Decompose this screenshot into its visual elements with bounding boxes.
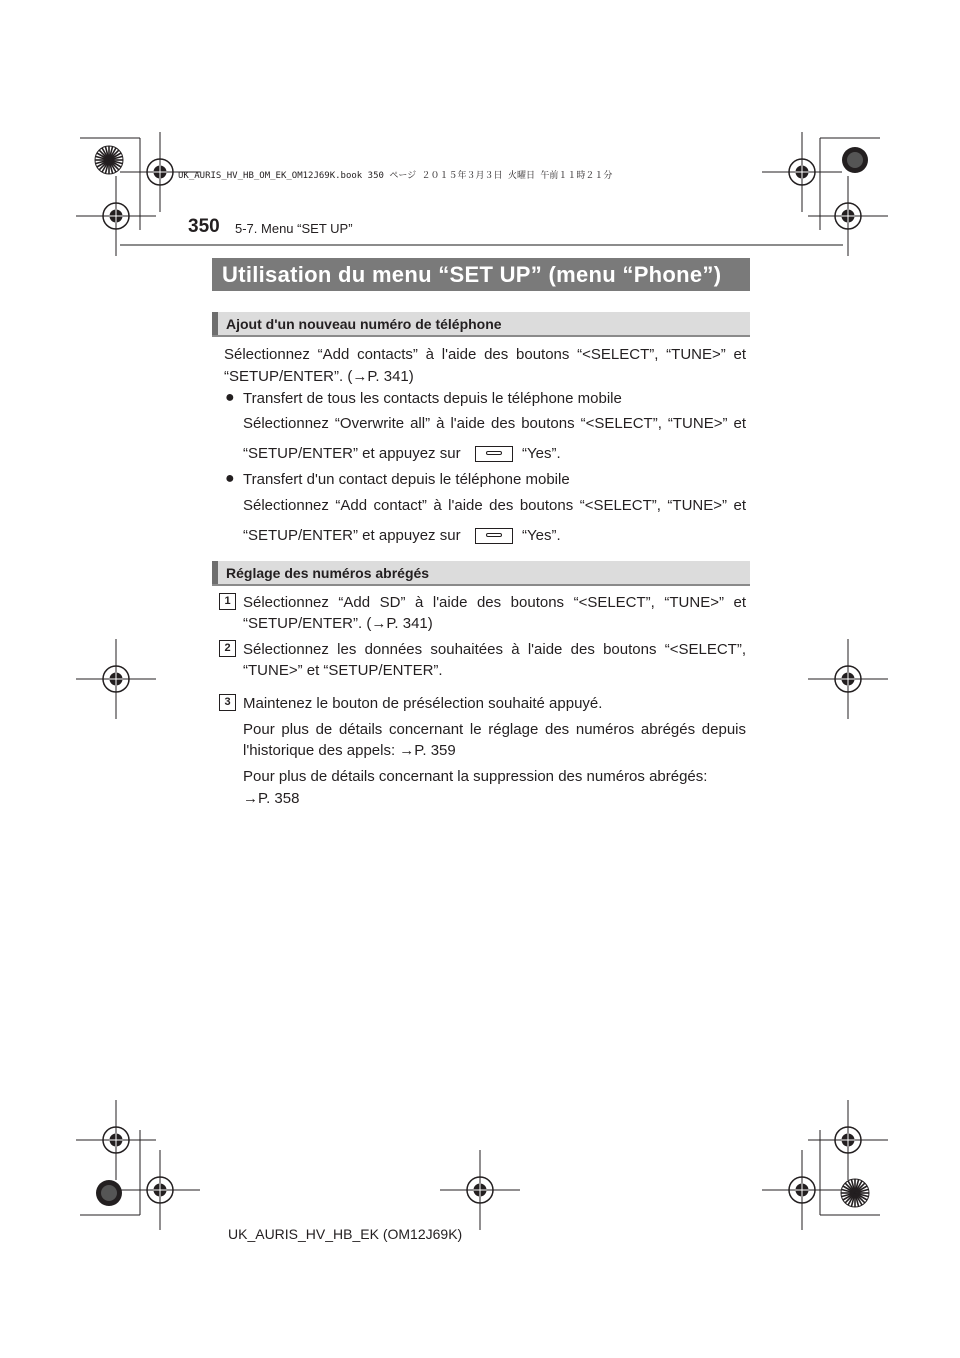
- step-number: 1: [219, 593, 236, 610]
- print-info: UK_AURIS_HV_HB_OM_EK_OM12J69K.book 350 ページ ２０１５年３月３日 火曜日 午前１１時２１分: [178, 171, 613, 181]
- step-text-line: Sélectionnez les données souhaitées à l'aide des boutons “<SELECT”,: [243, 641, 746, 658]
- step-text-line: “TUNE>” et “SETUP/ENTER”.: [243, 662, 443, 679]
- section-heading-text: Ajout d'un nouveau numéro de téléphone: [226, 316, 502, 332]
- note-text-line: →P. 358: [243, 790, 300, 807]
- bullet-title: Transfert d'un contact depuis le téléphone mobile: [243, 471, 570, 488]
- bullet-text-line: “SETUP/ENTER” et appuyez sur: [243, 527, 461, 544]
- footer-code: UK_AURIS_HV_HB_EK (OM12J69K): [228, 1226, 463, 1242]
- intro-text-line: “SETUP/ENTER”. (→P. 341): [224, 368, 414, 385]
- bullet-marker: ●: [225, 389, 235, 406]
- step-text-line: Maintenez le bouton de présélection souhaité appuyé.: [243, 695, 603, 712]
- section-heading-add-number: [212, 312, 750, 337]
- note-text-line: l'historique des appels: →P. 359: [243, 742, 456, 759]
- note-text-line: Pour plus de détails concernant la suppression des numéros abrégés:: [243, 768, 708, 785]
- section-heading-speed-dial: [212, 561, 750, 586]
- step-number: 2: [219, 640, 236, 657]
- step-text-line: “SETUP/ENTER”. (→P. 341): [243, 615, 433, 632]
- page-number: 350: [188, 216, 220, 237]
- intro-text-line: Sélectionnez “Add contacts” à l'aide des boutons “<SELECT”, “TUNE>” et: [224, 346, 746, 363]
- bullet-marker: ●: [225, 470, 235, 487]
- phone-button-icon: [475, 528, 513, 544]
- bullet-text-line: “Yes”.: [522, 445, 561, 462]
- bullet-text-line: “Yes”.: [522, 527, 561, 544]
- step-number: 3: [219, 694, 236, 711]
- bullet-title: Transfert de tous les contacts depuis le téléphone mobile: [243, 390, 622, 407]
- section-reference: 5-7. Menu “SET UP”: [235, 221, 353, 236]
- section-heading-text: Réglage des numéros abrégés: [226, 565, 430, 581]
- page-title: Utilisation du menu “SET UP” (menu “Phone”): [212, 258, 750, 291]
- bullet-text-line: “SETUP/ENTER” et appuyez sur: [243, 445, 461, 462]
- bullet-text-line: Sélectionnez “Add contact” à l'aide des boutons “<SELECT”, “TUNE>” et: [243, 497, 746, 514]
- bullet-text-line: Sélectionnez “Overwrite all” à l'aide des boutons “<SELECT”, “TUNE>” et: [243, 415, 746, 432]
- phone-button-icon: [475, 446, 513, 462]
- note-text-line: Pour plus de détails concernant le réglage des numéros abrégés depuis: [243, 721, 746, 738]
- step-text-line: Sélectionnez “Add SD” à l'aide des boutons “<SELECT”, “TUNE>” et: [243, 594, 746, 611]
- header-rule: [120, 244, 843, 246]
